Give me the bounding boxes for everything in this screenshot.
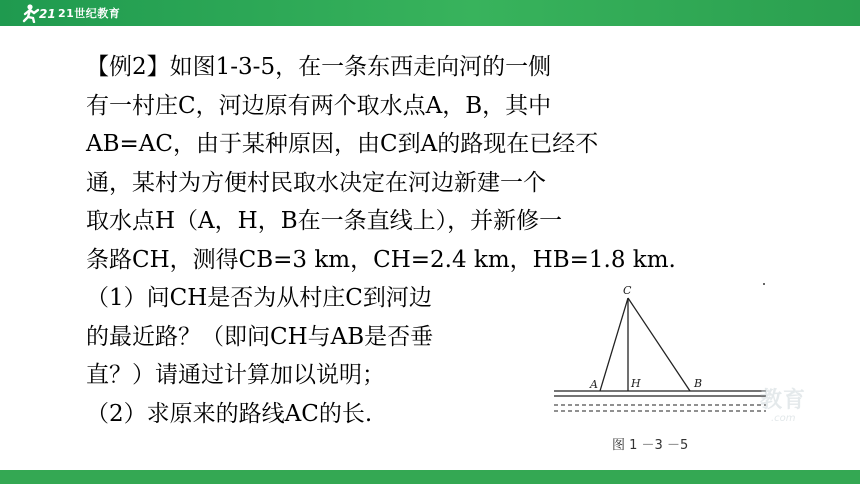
label-H: H <box>631 377 641 390</box>
problem-line: 通，某村为方便村民取水决定在河边新建一个 <box>86 169 546 196</box>
svg-text:21: 21 <box>39 7 56 21</box>
label-C: C <box>623 284 632 297</box>
runner-logo-icon <box>22 3 56 23</box>
logo-text: 21世纪教育 <box>58 7 121 20</box>
question-line: 的最近路？（即问CH与AB是否垂 <box>86 323 434 350</box>
problem-line: 条路CH，测得CB=3 km，CH=2.4 km，HB=1.8 km. <box>86 246 676 273</box>
problem-line: 取水点H（A，H，B在一条直线上），并新修一 <box>86 208 563 234</box>
geometry-figure <box>544 280 774 458</box>
site-logo[interactable] <box>22 3 120 23</box>
question-line: （1）问CH是否为从村庄C到河边 <box>86 285 432 311</box>
problem-line: AB=AC，由于某种原因，由C到A的路现在已经不 <box>86 131 599 157</box>
question-line: （2）求原来的路线AC的长. <box>86 400 373 427</box>
footer-bar <box>0 470 860 484</box>
watermark-domain: .com <box>771 413 796 424</box>
problem-line: 有一村庄C，河边原有两个取水点A，B，其中 <box>86 92 552 119</box>
watermark-logo: 教育 <box>760 388 807 413</box>
header-bar <box>0 0 860 26</box>
problem-line: 【例2】如图1-3-5，在一条东西走向河的一侧 <box>86 54 552 80</box>
segment-CA <box>600 298 628 391</box>
question-line: 直？）请通过计算加以说明； <box>86 362 385 388</box>
label-B: B <box>694 377 703 390</box>
figure-caption: 图 1 －3 －5 <box>612 438 689 453</box>
label-A: A <box>590 378 598 391</box>
